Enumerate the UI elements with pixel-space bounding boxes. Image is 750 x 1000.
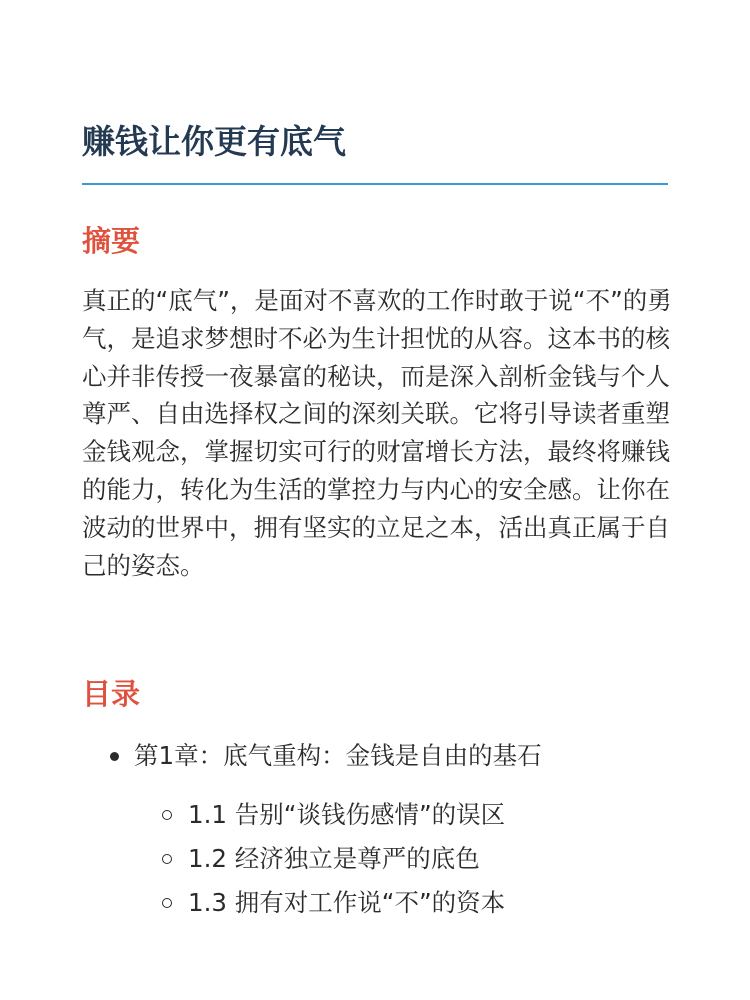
toc-section-label: 1.2 经济独立是尊严的底色 bbox=[188, 844, 480, 873]
bullet-disc-icon bbox=[110, 752, 119, 761]
toc-section-list bbox=[160, 795, 505, 927]
toc-section-label: 1.3 拥有对工作说“不”的资本 bbox=[188, 888, 506, 917]
title-divider bbox=[82, 183, 668, 185]
toc-section-item bbox=[160, 883, 505, 923]
toc-chapter-item bbox=[110, 736, 542, 776]
toc-chapter-label: 第1章：底气重构：金钱是自由的基石 bbox=[134, 741, 542, 770]
toc-section-item bbox=[160, 839, 505, 879]
toc-heading: 目录 bbox=[82, 677, 141, 711]
bullet-circle-icon bbox=[162, 810, 172, 820]
toc-section-item bbox=[160, 795, 505, 835]
summary-paragraph: 真正的“底气”，是面对不喜欢的工作时敢于说“不”的勇气，是追求梦想时不必为生计担忧的从容。这本书的核心并非传授一夜暴富的秘诀，而是深入剖析金钱与个人尊严、自由选择权之间的深刻关联。它将引导读者重塑金钱观念，掌握切实可行的财富增长方法，最终将赚钱的能力，转化为生活的掌控力与内心的安全感。让你在波动的世界中，拥有坚实的立足之本，活出真正属于自己的姿态。 bbox=[82, 286, 672, 580]
toc-section-label: 1.1 告别“谈钱伤感情”的误区 bbox=[188, 800, 506, 829]
bullet-circle-icon bbox=[162, 854, 172, 864]
document-title: 赚钱让你更有底气 bbox=[82, 122, 346, 161]
summary-heading: 摘要 bbox=[82, 224, 141, 258]
bullet-circle-icon bbox=[162, 898, 172, 908]
toc-chapter-list bbox=[110, 736, 542, 776]
